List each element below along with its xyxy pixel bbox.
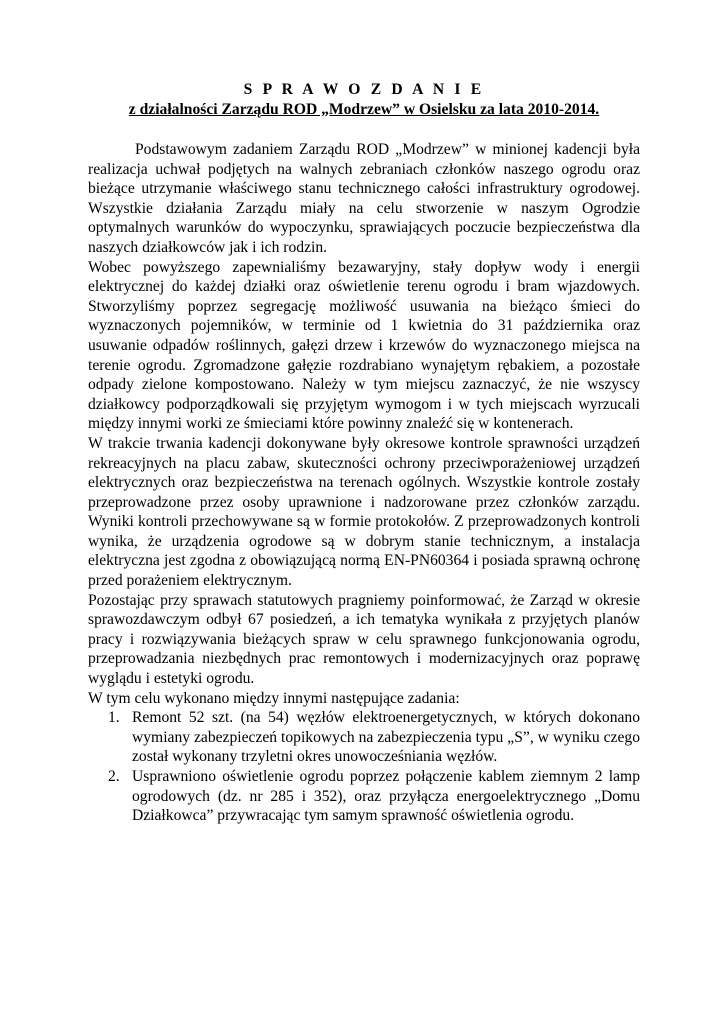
paragraph-intro: Podstawowym zadaniem Zarządu ROD „Modrzew” w minionej kadencji była realizacja uchwał podjętych na walnych zebraniach członków naszego ogrodu oraz bieżące utrzymanie właściwego stanu technicznego całości infrastruktury ogrodowej. Wszystkie działania Zarządu miały na celu stworzenie w naszym Ogrodzie optymalnych warunków do wypoczynku, sprawiających poczucie bezpieczeństwa dla naszych działkowców jak i ich rodzin. (88, 141, 640, 256)
document-subtitle: z działalności Zarządu ROD „Modrzew” w Osielsku za lata 2010-2014. (128, 101, 600, 118)
task-list (88, 708, 640, 826)
paragraph-tasks-intro: W tym celu wykonano między innymi następujące zadania: (88, 689, 460, 707)
document-body (88, 80, 640, 826)
task-number: 1. (108, 709, 120, 727)
task-item-2 (88, 767, 640, 826)
document-title: S P R A W O Z D A N I E (243, 81, 485, 98)
paragraph-meetings: Pozostając przy sprawach statutowych pragniemy poinformować, że Zarząd w okresie sprawozdawczym odbył 67 posiedzeń, a ich tematyka wynikała z przyjętych planów pracy i rozwiązywania bieżących spraw w celu sprawnego funkcjonowania ogrodu, przeprowadzania niezbędnych prac remontowych i modernizacyjnych oraz poprawę wyglądu i estetyki ogrodu. (88, 591, 640, 688)
task-text: Remont 52 szt. (na 54) węzłów elektroenergetycznych, w których dokonano wymiany zabezpieczeń topikowych na zabezpieczenia typu „S”, w wyniku czego został wykonany trzyletni okres unowocześniania węzłów. (132, 709, 640, 766)
task-number: 2. (108, 768, 120, 785)
task-item-1 (88, 708, 640, 767)
task-text: Usprawniono oświetlenie ogrodu poprzez połączenie kablem ziemnym 2 lamp ogrodowych (dz. nr 285 i 352), oraz przyłącza energoelektrycznego „Domu Działkowca” przywracając tym samym sprawność oświetlenia ogrodu. (132, 768, 640, 825)
paragraph-utilities: Wobec powyższego zapewnialiśmy bezawaryjny, stały dopływ wody i energii elektrycznej do każdej działki oraz oświetlenie terenu ogrodu i bram wjazdowych. Stworzyliśmy poprzez segregację możliwość usuwania na bieżąco śmieci do wyznaczonych pojemników, w terminie od 1 kwietnia do 31 października oraz usuwanie odpadów roślinnych, gałęzi drzew i krzewów do wyznaczonego miejsca na terenie ogrodu. Zgromadzone gałęzie rozdrabiano wynajętym rębakiem, a pozostałe odpady zielone kompostowano. Należy w tym miejscu zaznaczyć, że nie wszyscy działkowcy podporządkowali się przyjętym wymogom i w tych miejscach wyrzucali między innymi worki ze śmieciami które powinny znaleźć się w kontenerach. (88, 258, 640, 433)
paragraph-inspections: W trakcie trwania kadencji dokonywane były okresowe kontrole sprawności urządzeń rekreacyjnych na placu zabaw, skuteczności ochrony przeciwporażeniowej urządzeń elektrycznych oraz bezpieczeństwa na terenach ogólnych. Wszystkie kontrole zostały przeprowadzone przez osoby uprawnione i nadzorowane przez członków zarządu. Wyniki kontroli przechowywane są w formie protokołów. Z przeprowadzonych kontroli wynika, że urządzenia ogrodowe są w dobrym stanie technicznym, a instalacja elektryczna jest zgodna z obowiązującą normą EN-PN60364 i posiada sprawną ochronę przed porażeniem elektrycznym. (88, 434, 640, 590)
